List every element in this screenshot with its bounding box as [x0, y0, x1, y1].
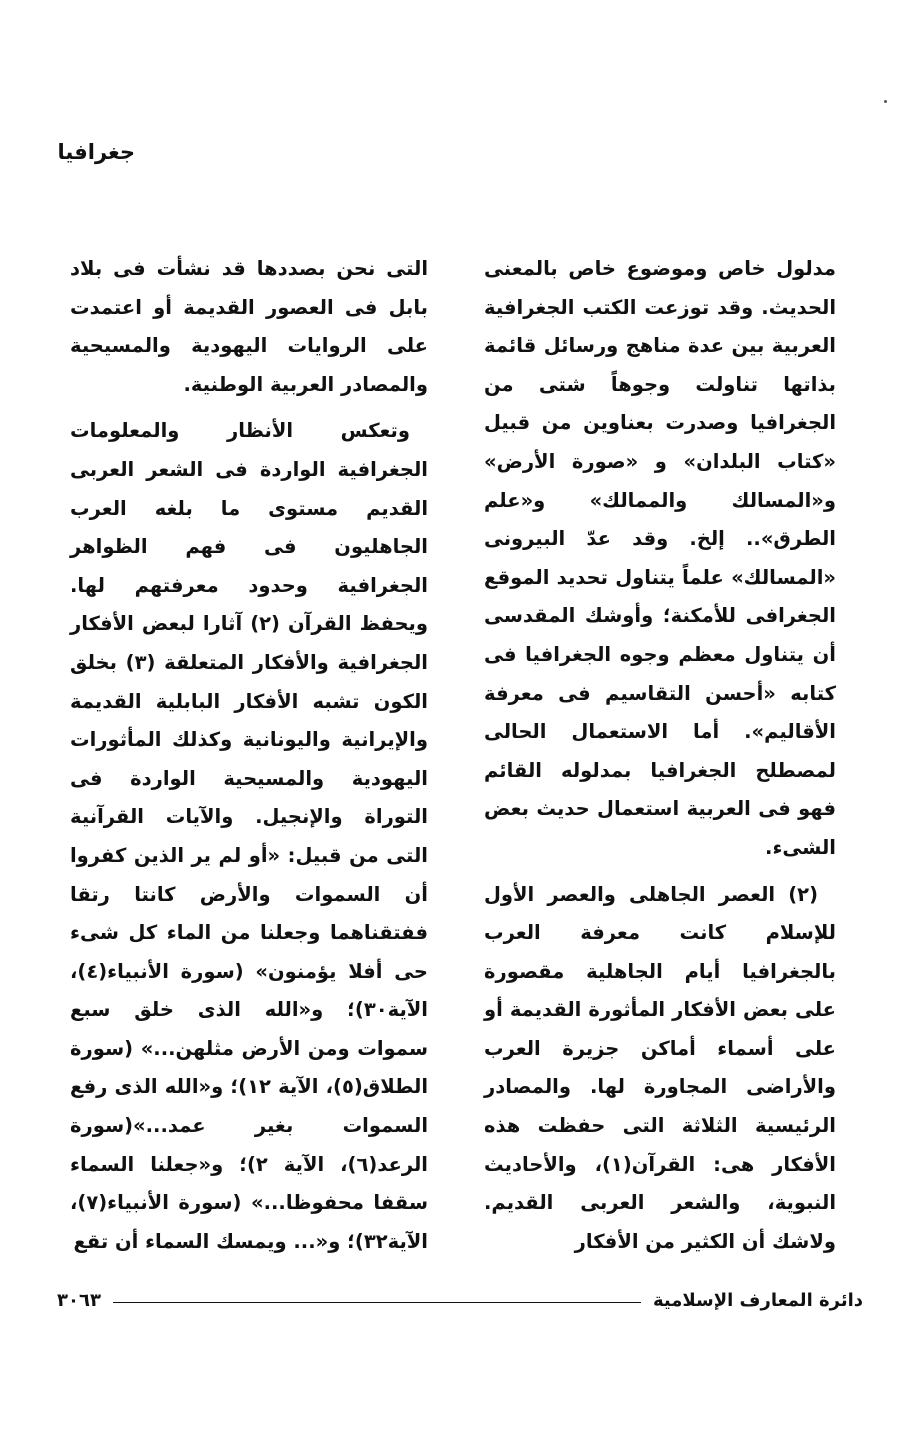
footer-encyclopedia-title: دائرة المعارف الإسلامية: [652, 1290, 863, 1311]
page-number: ٣٠٦٣: [57, 1290, 101, 1311]
paragraph: (٢) العصر الجاهلى والعصر الأول للإسلام كانت معرفة العرب بالجغرافيا أيام الجاهلية مقصورة على بعض الأفكار المأثورة القديمة أو على أسماء أماكن جزيرة العرب والأراضى المجاورة لها. والمصادر الرئيسية الثلاثة التى حفظت هذه الأفكار هى: القرآن(١)، والأحاديث النبوية، والشعر العربى القديم. ولاشك أن الكثير من الأفكار: [484, 882, 836, 1253]
running-header-title: جغرافيا: [57, 140, 135, 164]
paragraph: مدلول خاص وموضوع خاص بالمعنى الحديث. وقد توزعت الكتب الجغرافية العربية بين عدة مناهج ورسائل قائمة بذاتها تناولت وجوهاً شتى من الجغرافيا وصدرت بعناوين من قبيل «كتاب البلدان» و «صورة الأرض» و«المسالك والممالك» و«علم الطرق».. إلخ. وقد عدّ البيرونى «المسالك» علماً يتناول تحديد الموقع الجغرافى للأمكنة؛ وأوشك المقدسى أن يتناول معظم وجوه الجغرافيا فى كتابه «أحسن التقاسيم فى معرفة الأقاليم». أما الاستعمال الحالى لمصطلح الجغرافيا بمدلوله القائم فهو فى العربية استعمال حديث بعض الشىء.: [484, 257, 836, 859]
paragraph: التى نحن بصددها قد نشأت فى بلاد بابل فى العصور القديمة أو اعتمدت على الروايات اليهودية والمسيحية والمصادر العربية الوطنية.: [70, 257, 428, 396]
right-column: [484, 250, 836, 1261]
footer-rule: [113, 1302, 641, 1303]
paragraph: وتعكس الأنظار والمعلومات الجغرافية الواردة فى الشعر العربى القديم مستوى ما بلغه العرب الجاهليون فى فهم الظواهر الجغرافية وحدود معرفتهم لها. ويحفظ القرآن (٢) آثارا لبعض الأفكار الجغرافية والأفكار المتعلقة (٣) بخلق الكون تشبه الأفكار البابلية القديمة والإيرانية واليونانية وكذلك المأثورات اليهودية والمسيحية الواردة فى التوراة والإنجيل. والآيات القرآنية التى من قبيل: «أو لم ير الذين كفروا أن السموات والأرض كانتا رتقا ففتقناهما وجعلنا من الماء كل شىء حى أفلا يؤمنون» (سورة الأنبياء(٤)، الآية٣٠)؛ و«الله الذى خلق سبع سموات ومن الأرض مثلهن...» (سورة الطلاق(٥)، الآية ١٢)؛ و«الله الذى رفع السموات بغير عمد...»(سورة الرعد(٦)، الآية ٢)؛ و«جعلنا السماء سقفا محفوظا...» (سورة الأنبياء(٧)، الآية٣٢)؛ و«... ويمسك السماء أن تقع: [70, 419, 428, 1253]
page-footer: [57, 1290, 863, 1311]
left-column: [70, 250, 428, 1261]
scan-speck: [884, 100, 887, 103]
